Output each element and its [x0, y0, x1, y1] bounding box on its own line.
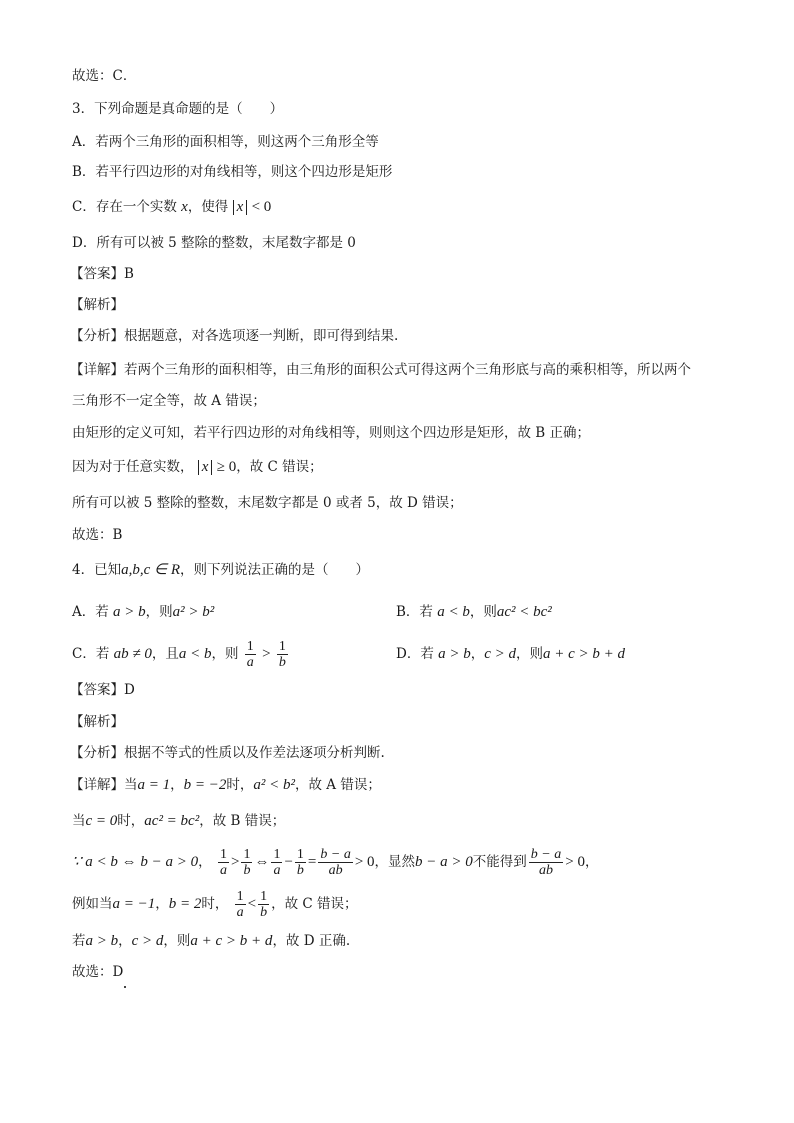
q3-x4-abs: x: [198, 460, 213, 475]
q4-x3-text: 不能得到: [472, 854, 527, 870]
q4-b-mid: ，则: [469, 604, 497, 620]
q4-x1-m3: a² < b²: [253, 777, 295, 793]
q4-x4-m1: a = −1: [112, 896, 156, 912]
q3-xiangjie-5: 所有可以被 5 整除的整数，末尾数字都是 0 或者 5，故 D 错误；: [72, 495, 463, 511]
q4-x3-frac-6-den: ab: [539, 863, 554, 878]
q4-x2-pre: 当: [72, 813, 86, 829]
q4-x1-post: ，故 A 错误；: [295, 777, 381, 793]
q4-x3-frac-1: [218, 847, 229, 878]
q4-x3-gt0: > 0: [354, 854, 375, 870]
q4-c-frac-1: [245, 639, 256, 670]
q4-c-pre: C．若: [72, 646, 110, 662]
q4-x5-m3: a + c > b + d: [190, 933, 273, 949]
q3-c-mid: ，使得: [187, 199, 229, 215]
q4-x1-m2: b = −2: [183, 777, 227, 793]
q4-b-res: ac² < bc²: [496, 604, 552, 620]
q4-stem-post: ，则下列说法正确的是（ ）: [179, 562, 369, 578]
q4-x3-frac-5-num: b − a: [320, 847, 351, 862]
q4-x3-iff: ⇔: [254, 854, 270, 870]
q3-option-d: D．所有可以被 5 整除的整数，末尾数字都是 0: [72, 235, 356, 251]
q4-x3-frac-1-num: 1: [219, 847, 227, 862]
q3-x4-pre: 因为对于任意实数，: [72, 459, 194, 475]
q4-x4-post: ，故 C 错误；: [271, 896, 358, 912]
q4-x4-sep: ，: [155, 896, 169, 912]
q4-x4-frac-1: [235, 889, 246, 920]
q4-x3-frac-3-num: 1: [273, 847, 281, 862]
q4-c-frac-2-num: 1: [278, 639, 286, 654]
prev-answer-line: 故选：C．: [72, 68, 137, 84]
q4-x2-m1: c = 0: [85, 813, 118, 829]
q4-option-b: [396, 603, 552, 621]
q4-x5-m2: c > d: [131, 933, 164, 949]
q4-b-pre: B．若: [396, 604, 433, 620]
q4-x2-m2: ac² = bc²: [144, 813, 200, 829]
q4-x3-eq: =: [307, 854, 317, 870]
q4-c-c1: ab ≠ 0: [113, 646, 152, 662]
q4-d-mid: ，则: [516, 646, 544, 662]
q4-x3-frac-5-den: ab: [328, 863, 343, 878]
q4-d-pre: D．若: [396, 646, 434, 662]
q4-stem-pre: 4．已知: [72, 562, 122, 578]
q4-xiangjie-2: [72, 812, 285, 830]
q4-xiangjie-5: [72, 932, 350, 950]
q4-c-frac-2: [277, 639, 288, 670]
q4-x3-frac-4-den: b: [296, 863, 304, 878]
q3-c-tail: < 0: [251, 199, 272, 215]
q4-option-d: [396, 645, 625, 663]
q4-x1-mid: 时，: [226, 777, 254, 793]
q4-xiangjie-3: [72, 843, 598, 881]
q4-x3-frac-2-den: b: [243, 863, 251, 878]
q4-stem: [72, 561, 369, 579]
q4-c-mid2: ，则: [211, 646, 239, 662]
q3-c-pre: C．存在一个实数: [72, 199, 177, 215]
q3-answer: 【答案】B: [70, 266, 134, 282]
q4-d-c1: a > b: [438, 646, 471, 662]
q4-x3-minus: −: [284, 854, 293, 870]
q4-a-cond: a > b: [113, 604, 146, 620]
q4-a-mid: ，则: [145, 604, 173, 620]
q4-a-pre: A．若: [72, 604, 109, 620]
q4-x5-mid: ，则: [163, 933, 191, 949]
q4-x3-frac-4: [295, 847, 306, 878]
q4-c-frac-1-den: a: [246, 655, 254, 670]
q4-option-c: [72, 636, 290, 672]
q4-x4-mid: 时，: [201, 896, 229, 912]
q4-x5-post: ，故 D 正确.: [272, 933, 351, 949]
q4-fenxi: 【分析】根据不等式的性质以及作差法逐项分析判断.: [70, 745, 385, 761]
stray-dot: [124, 986, 126, 988]
q3-x4-post: ，故 C 错误；: [236, 459, 323, 475]
q4-x3-frac-1-den: a: [219, 863, 227, 878]
q3-fenxi: 【分析】根据题意，对各选项逐一判断，即可得到结果.: [70, 328, 399, 344]
q4-x4-m2: b = 2: [168, 896, 202, 912]
q4-x3-frac-2: [241, 847, 252, 878]
q4-x1-m1: a = 1: [137, 777, 171, 793]
q4-conclusion: 故选：D: [72, 964, 124, 980]
q4-x5-sep: ，: [118, 933, 132, 949]
q4-xiangjie-4: [72, 886, 358, 922]
q3-option-a: A．若两个三角形的面积相等，则这两个三角形全等: [72, 134, 379, 150]
q3-c-abs: x: [233, 200, 248, 215]
q4-d-c2: c > d: [484, 646, 517, 662]
q3-xiangjie-1: 【详解】若两个三角形的面积相等，由三角形的面积公式可得这两个三角形底与高的乘积相等，所以两个: [70, 362, 691, 378]
q4-x3-frac-4-num: 1: [296, 847, 304, 862]
q4-answer: 【答案】D: [70, 682, 135, 698]
q4-x2-post: ，故 B 错误；: [199, 813, 286, 829]
q3-c-var: x: [181, 199, 188, 215]
q4-x1-pre: 【详解】当: [70, 777, 138, 793]
q4-x3-gt: >: [230, 854, 240, 870]
q4-x3-end: > 0: [565, 854, 585, 870]
q4-c-mid1: ，且: [151, 646, 179, 662]
q4-x3-comma: ，: [584, 854, 599, 870]
q3-xiangjie-4: [72, 458, 323, 476]
q4-x2-mid: 时，: [117, 813, 145, 829]
q4-x3-mid: ，显然: [374, 854, 416, 870]
q3-stem: 3．下列命题是真命题的是（ ）: [72, 101, 284, 117]
q4-x5-pre: 若: [72, 933, 86, 949]
q4-b-cond: a < b: [437, 604, 470, 620]
q4-x3-sep: ，: [198, 854, 212, 870]
q4-x5-m1: a > b: [85, 933, 119, 949]
q4-x3-m2: b − a > 0: [415, 854, 473, 870]
q3-xiangjie-3: 由矩形的定义可知，若平行四边形的对角线相等，则则这个四边形是矩形，故 B 正确；: [72, 425, 591, 441]
q4-d-res: a + c > b + d: [543, 646, 626, 662]
q4-d-sep: ，: [470, 646, 485, 662]
q4-stem-math: a,b,c ∈ R: [121, 562, 180, 578]
q4-x4-frac-2: [258, 889, 269, 920]
q4-x3-frac-3: [271, 847, 282, 878]
q4-x4-pre: 例如当: [72, 896, 113, 912]
q4-x3-a: ∵ a < b ⇔ b − a > 0: [72, 854, 199, 870]
q3-x4-math: ≥ 0: [216, 459, 237, 475]
q4-x3-frac-5: [318, 847, 352, 878]
q3-conclusion: 故选：B: [72, 527, 123, 543]
q4-c-gt: >: [262, 646, 271, 662]
q4-xiangjie-1: [70, 776, 381, 794]
q4-a-res: a² > b²: [172, 604, 215, 620]
q4-x4-frac-1-num: 1: [236, 889, 244, 904]
q4-x3-frac-6-num: b − a: [530, 847, 562, 862]
q4-c-frac-2-den: b: [278, 655, 286, 670]
q4-x3-frac-6: [529, 847, 563, 878]
q4-x4-lt: <: [247, 896, 257, 912]
q4-c-c2: a < b: [178, 646, 212, 662]
q4-x1-sep: ，: [170, 777, 184, 793]
q4-x4-frac-1-den: a: [236, 905, 244, 920]
q4-option-a: [72, 603, 214, 621]
q4-x4-frac-2-num: 1: [260, 889, 268, 904]
q3-option-b: B．若平行四边形的对角线相等，则这个四边形是矩形: [72, 164, 393, 180]
q3-analysis-title: 【解析】: [70, 297, 124, 313]
q4-x3-frac-3-den: a: [273, 863, 281, 878]
q4-c-frac-1-num: 1: [246, 639, 254, 654]
q4-x4-frac-2-den: b: [260, 905, 268, 920]
q4-x3-frac-2-num: 1: [243, 847, 251, 862]
q3-option-c: [72, 198, 271, 216]
q3-xiangjie-2: 三角形不一定全等，故 A 错误；: [72, 393, 266, 409]
q4-analysis-title: 【解析】: [70, 714, 124, 730]
